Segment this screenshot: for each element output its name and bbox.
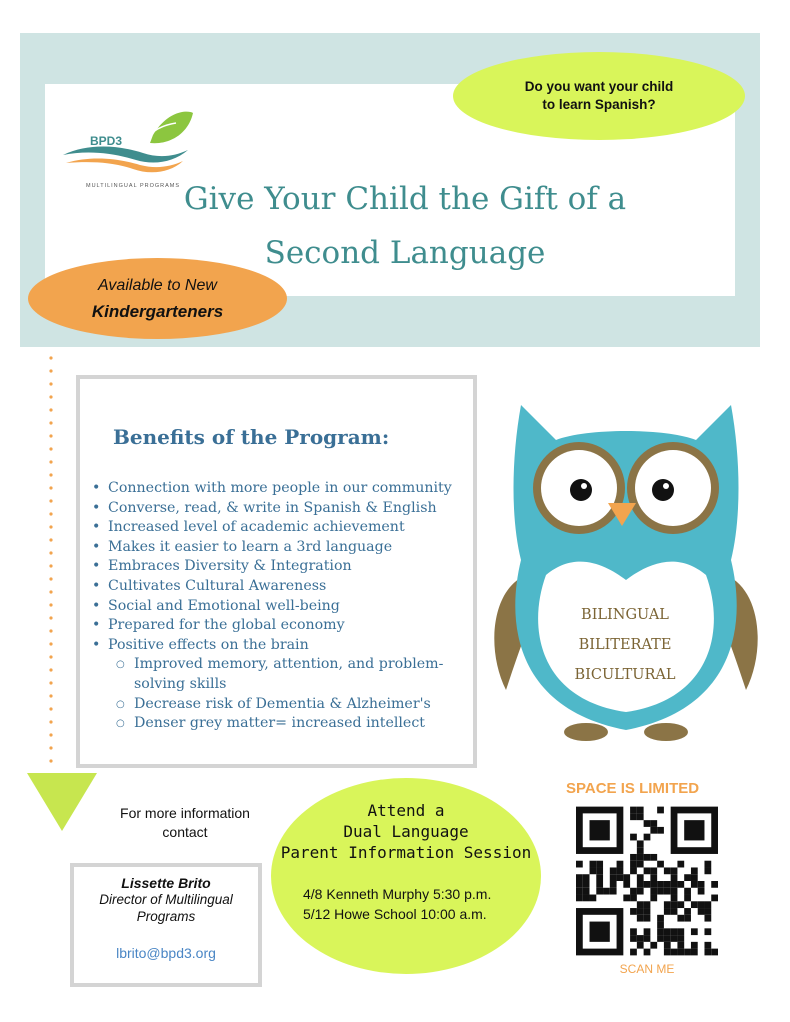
title-line-1: Give Your Child the Gift of a [183, 181, 627, 217]
kindergarten-callout [28, 258, 287, 339]
session-heading [271, 800, 541, 863]
page-title [160, 172, 650, 280]
owl-illustration [486, 400, 766, 745]
available-line-1: Available to New [98, 276, 217, 294]
benefit-item: • Social and Emotional well-being [90, 597, 480, 617]
owl-words [560, 600, 690, 690]
contact-role: Director of Multilingual Programs [99, 892, 233, 924]
session-heading-line: Dual Language [343, 822, 469, 841]
benefit-item: • Prepared for the global economy [90, 616, 480, 636]
available-line-2: Kindergarteners [91, 301, 224, 321]
benefit-sub-item: ○ Improved memory, attention, and problem-solving skills [90, 655, 480, 694]
benefits-list [90, 479, 480, 734]
contact-name: Lissette Brito [121, 875, 211, 891]
qr-code-icon[interactable] [576, 806, 718, 956]
arrow-down-icon [27, 773, 97, 831]
more-info-text: For more information contact [120, 805, 250, 840]
space-limited-label: SPACE IS LIMITED [566, 780, 700, 797]
title-line-2: Second Language [264, 235, 546, 271]
owl-word: BICULTURAL [574, 667, 676, 683]
session-heading-line: Parent Information Session [280, 843, 532, 862]
benefit-item: • Positive effects on the brain [90, 636, 480, 656]
owl-word: BILINGUAL [581, 607, 669, 623]
benefit-sub-item: ○ Decrease risk of Dementia & Alzheimer's [90, 695, 480, 715]
owl-word: BILITERATE [578, 637, 672, 653]
svg-text:MULTILINGUAL PROGRAMS: MULTILINGUAL PROGRAMS [86, 183, 181, 189]
benefit-item: • Embraces Diversity & Integration [90, 557, 480, 577]
benefit-item: • Connection with more people in our community [90, 479, 480, 499]
svg-text:BPD3: BPD3 [90, 134, 123, 148]
benefit-item: • Increased level of academic achievement [90, 518, 480, 538]
session-heading-line: Attend a [367, 801, 445, 820]
session-date: 4/8 Kenneth Murphy 5:30 p.m. [303, 886, 492, 902]
scan-me-label: SCAN ME [619, 962, 675, 976]
question-text: Do you want your child to learn Spanish? [524, 79, 674, 112]
owl-left-eye [570, 479, 592, 501]
owl-right-eye [652, 479, 674, 501]
dotted-divider [45, 355, 57, 770]
question-callout [453, 52, 745, 140]
session-dates [303, 884, 533, 924]
session-date: 5/12 Howe School 10:00 a.m. [303, 906, 487, 922]
benefits-title: Benefits of the Program: [113, 425, 390, 449]
benefit-item: • Cultivates Cultural Awareness [90, 577, 480, 597]
benefits-panel [76, 375, 477, 768]
contact-card [70, 863, 262, 987]
benefit-sub-item: ○ Denser grey matter= increased intellect [90, 714, 480, 734]
benefit-item: • Converse, read, & write in Spanish & English [90, 499, 480, 519]
contact-email-link[interactable]: lbrito@bpd3.org [116, 945, 216, 961]
benefit-item: • Makes it easier to learn a 3rd language [90, 538, 480, 558]
